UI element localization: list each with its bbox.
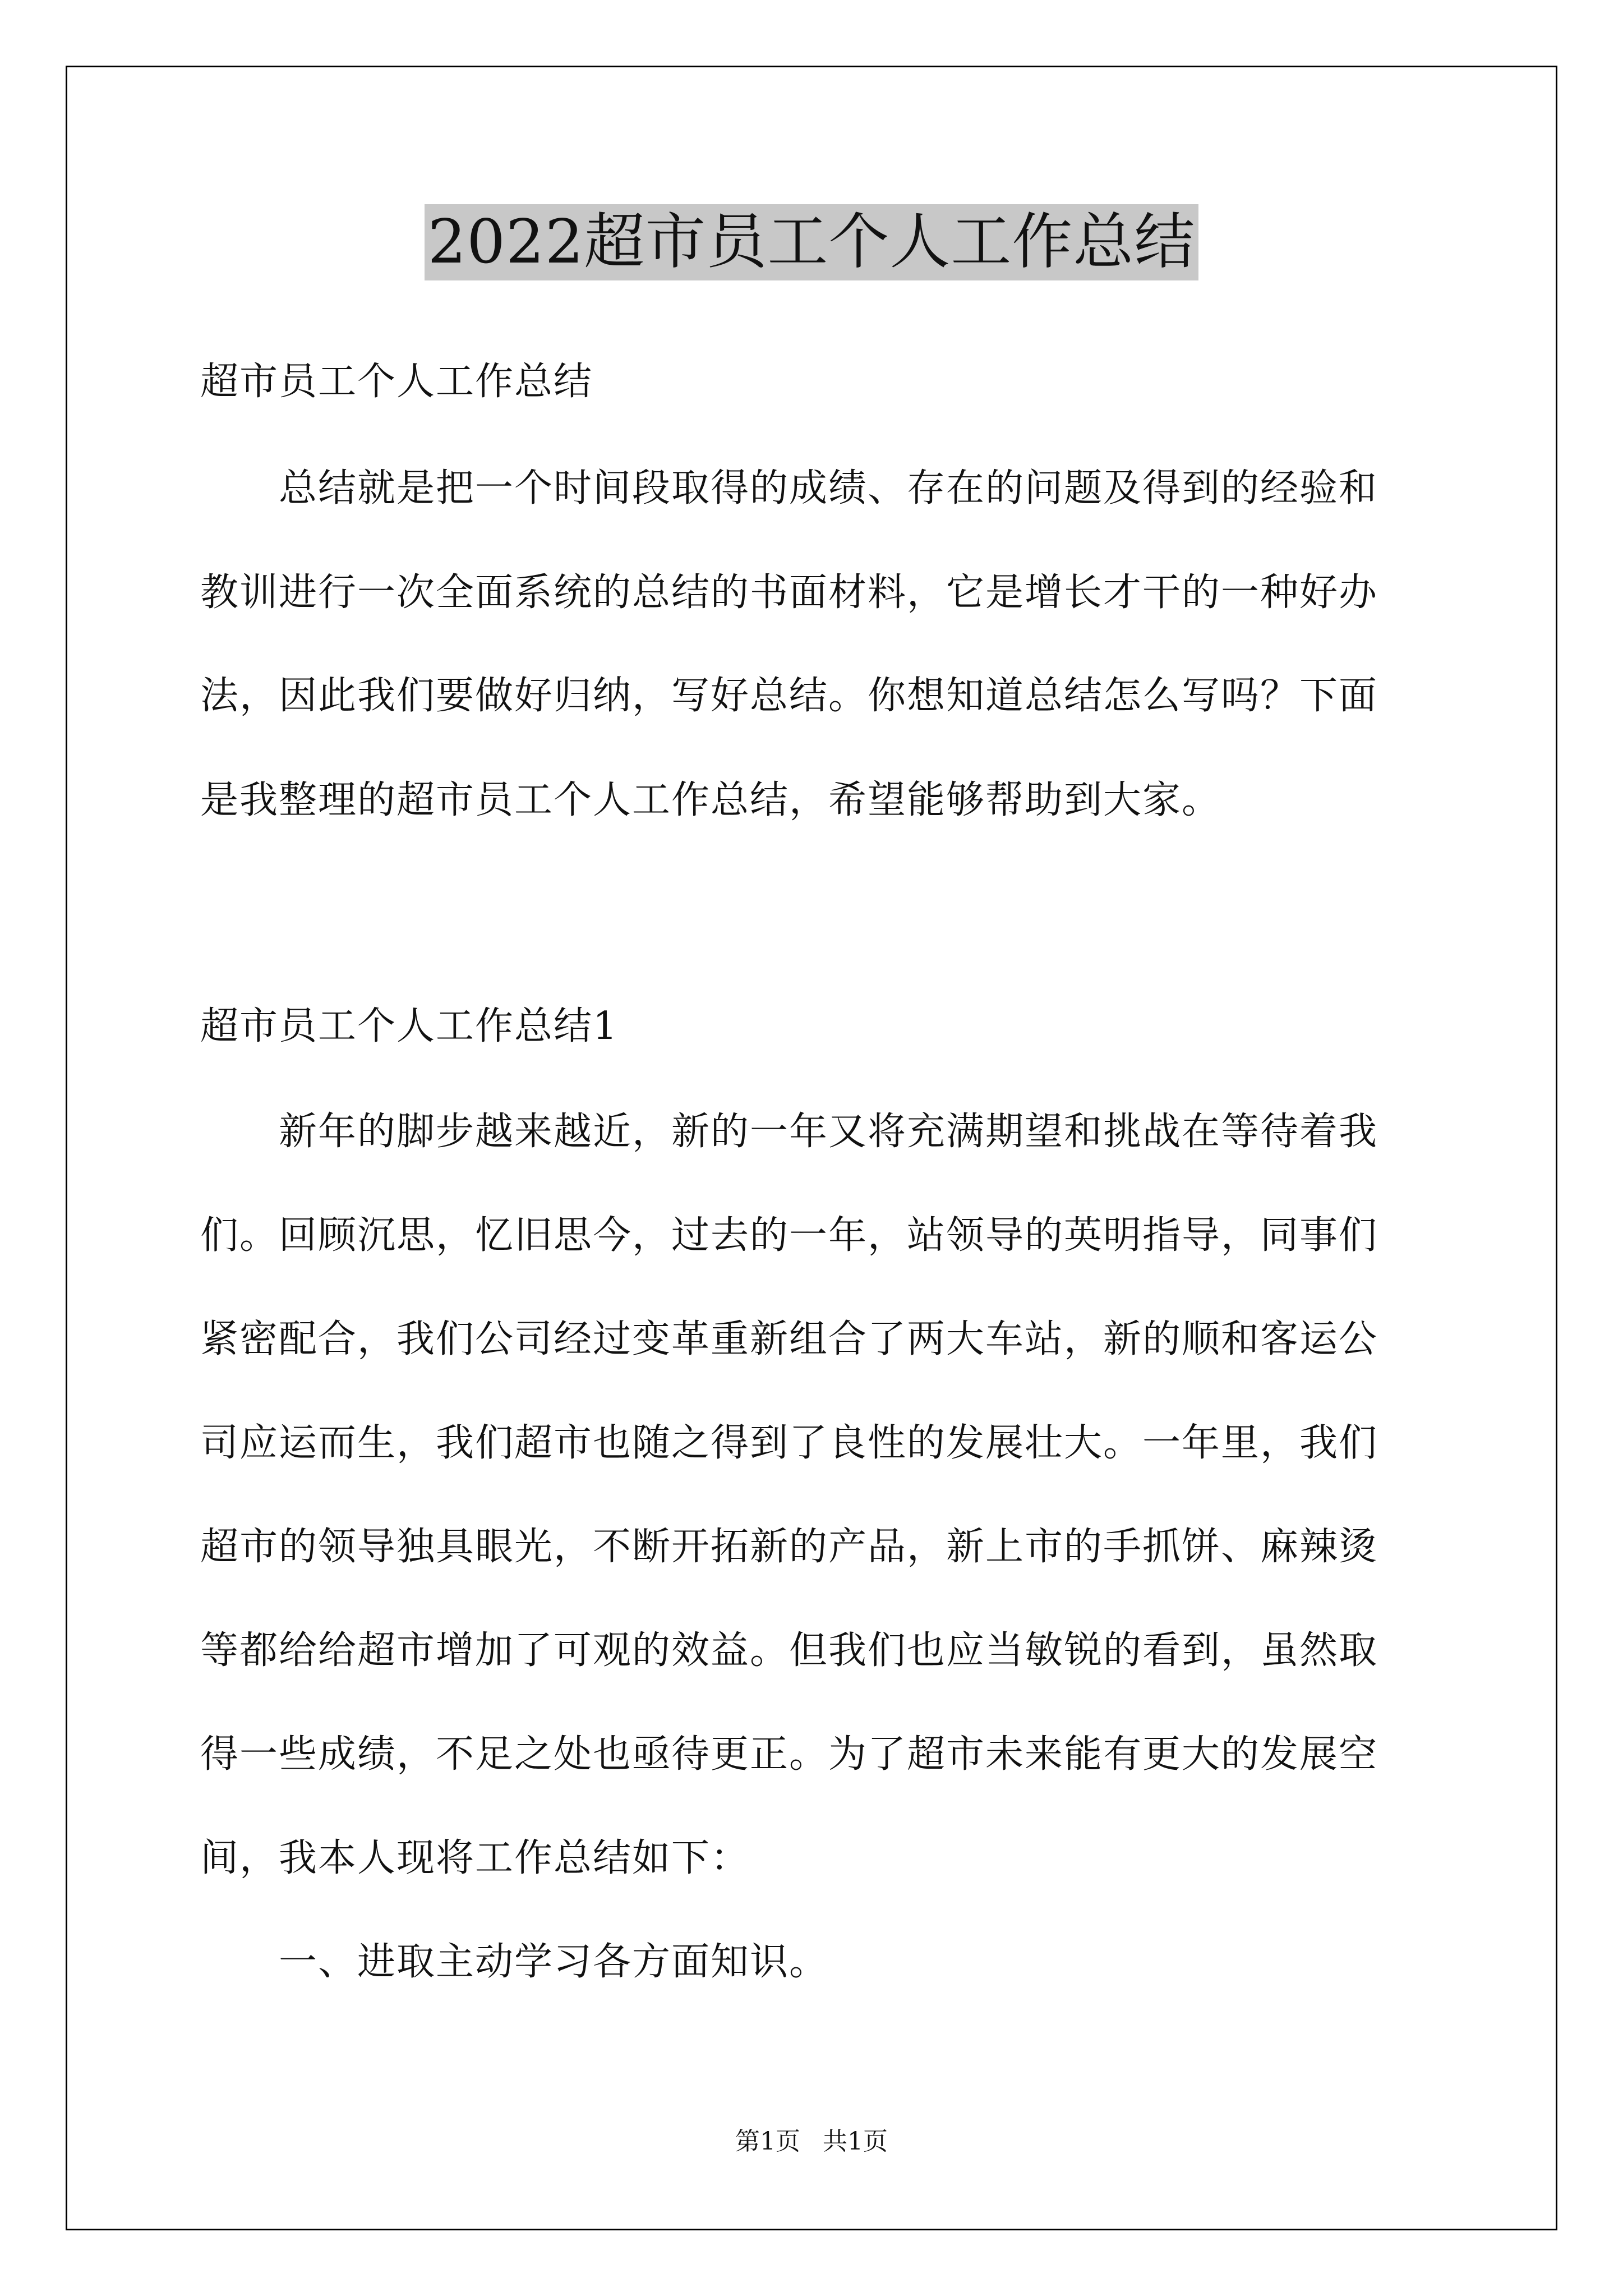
section-1-line-8: 间，我本人现将工作总结如下： [200, 1836, 750, 1880]
section-1-heading: 超市员工个人工作总结1 [200, 1004, 619, 1048]
point-1: 一、进取主动学习各方面知识。 [279, 1940, 829, 1984]
section-1-line-4: 司应运而生，我们超市也随之得到了良性的发展壮大。一年里，我们 [200, 1421, 1378, 1465]
section-1-line-7: 得一些成绩，不足之处也亟待更正。为了超市未来能有更大的发展空 [200, 1732, 1378, 1777]
section-1-line-2: 们。回顾沉思，忆旧思今，过去的一年，站领导的英明指导，同事们 [200, 1213, 1378, 1258]
page-footer [0, 2125, 1623, 2159]
subtitle: 超市员工个人工作总结 [200, 360, 593, 404]
title-container [0, 204, 1623, 280]
page-total: 共1页 [823, 2127, 888, 2156]
intro-line-2: 教训进行一次全面系统的总结的书面材料，它是增长才干的一种好办 [200, 570, 1378, 615]
intro-line-3: 法，因此我们要做好归纳，写好总结。你想知道总结怎么写吗？下面 [200, 674, 1378, 718]
section-1-line-3: 紧密配合，我们公司经过变革重新组合了两大车站，新的顺和客运公 [200, 1317, 1378, 1361]
intro-line-4: 是我整理的超市员工个人工作总结，希望能够帮助到大家。 [200, 778, 1221, 822]
intro-line-1: 总结就是把一个时间段取得的成绩、存在的问题及得到的经验和 [279, 466, 1378, 510]
page-number: 第1页 [735, 2127, 800, 2156]
document-title: 2022超市员工个人工作总结 [425, 204, 1199, 280]
section-1-line-5: 超市的领导独具眼光，不断开拓新的产品，新上市的手抓饼、麻辣烫 [200, 1525, 1378, 1569]
section-1-line-6: 等都给给超市增加了可观的效益。但我们也应当敏锐的看到，虽然取 [200, 1628, 1378, 1673]
section-1-line-1: 新年的脚步越来越近，新的一年又将充满期望和挑战在等待着我 [279, 1110, 1378, 1154]
